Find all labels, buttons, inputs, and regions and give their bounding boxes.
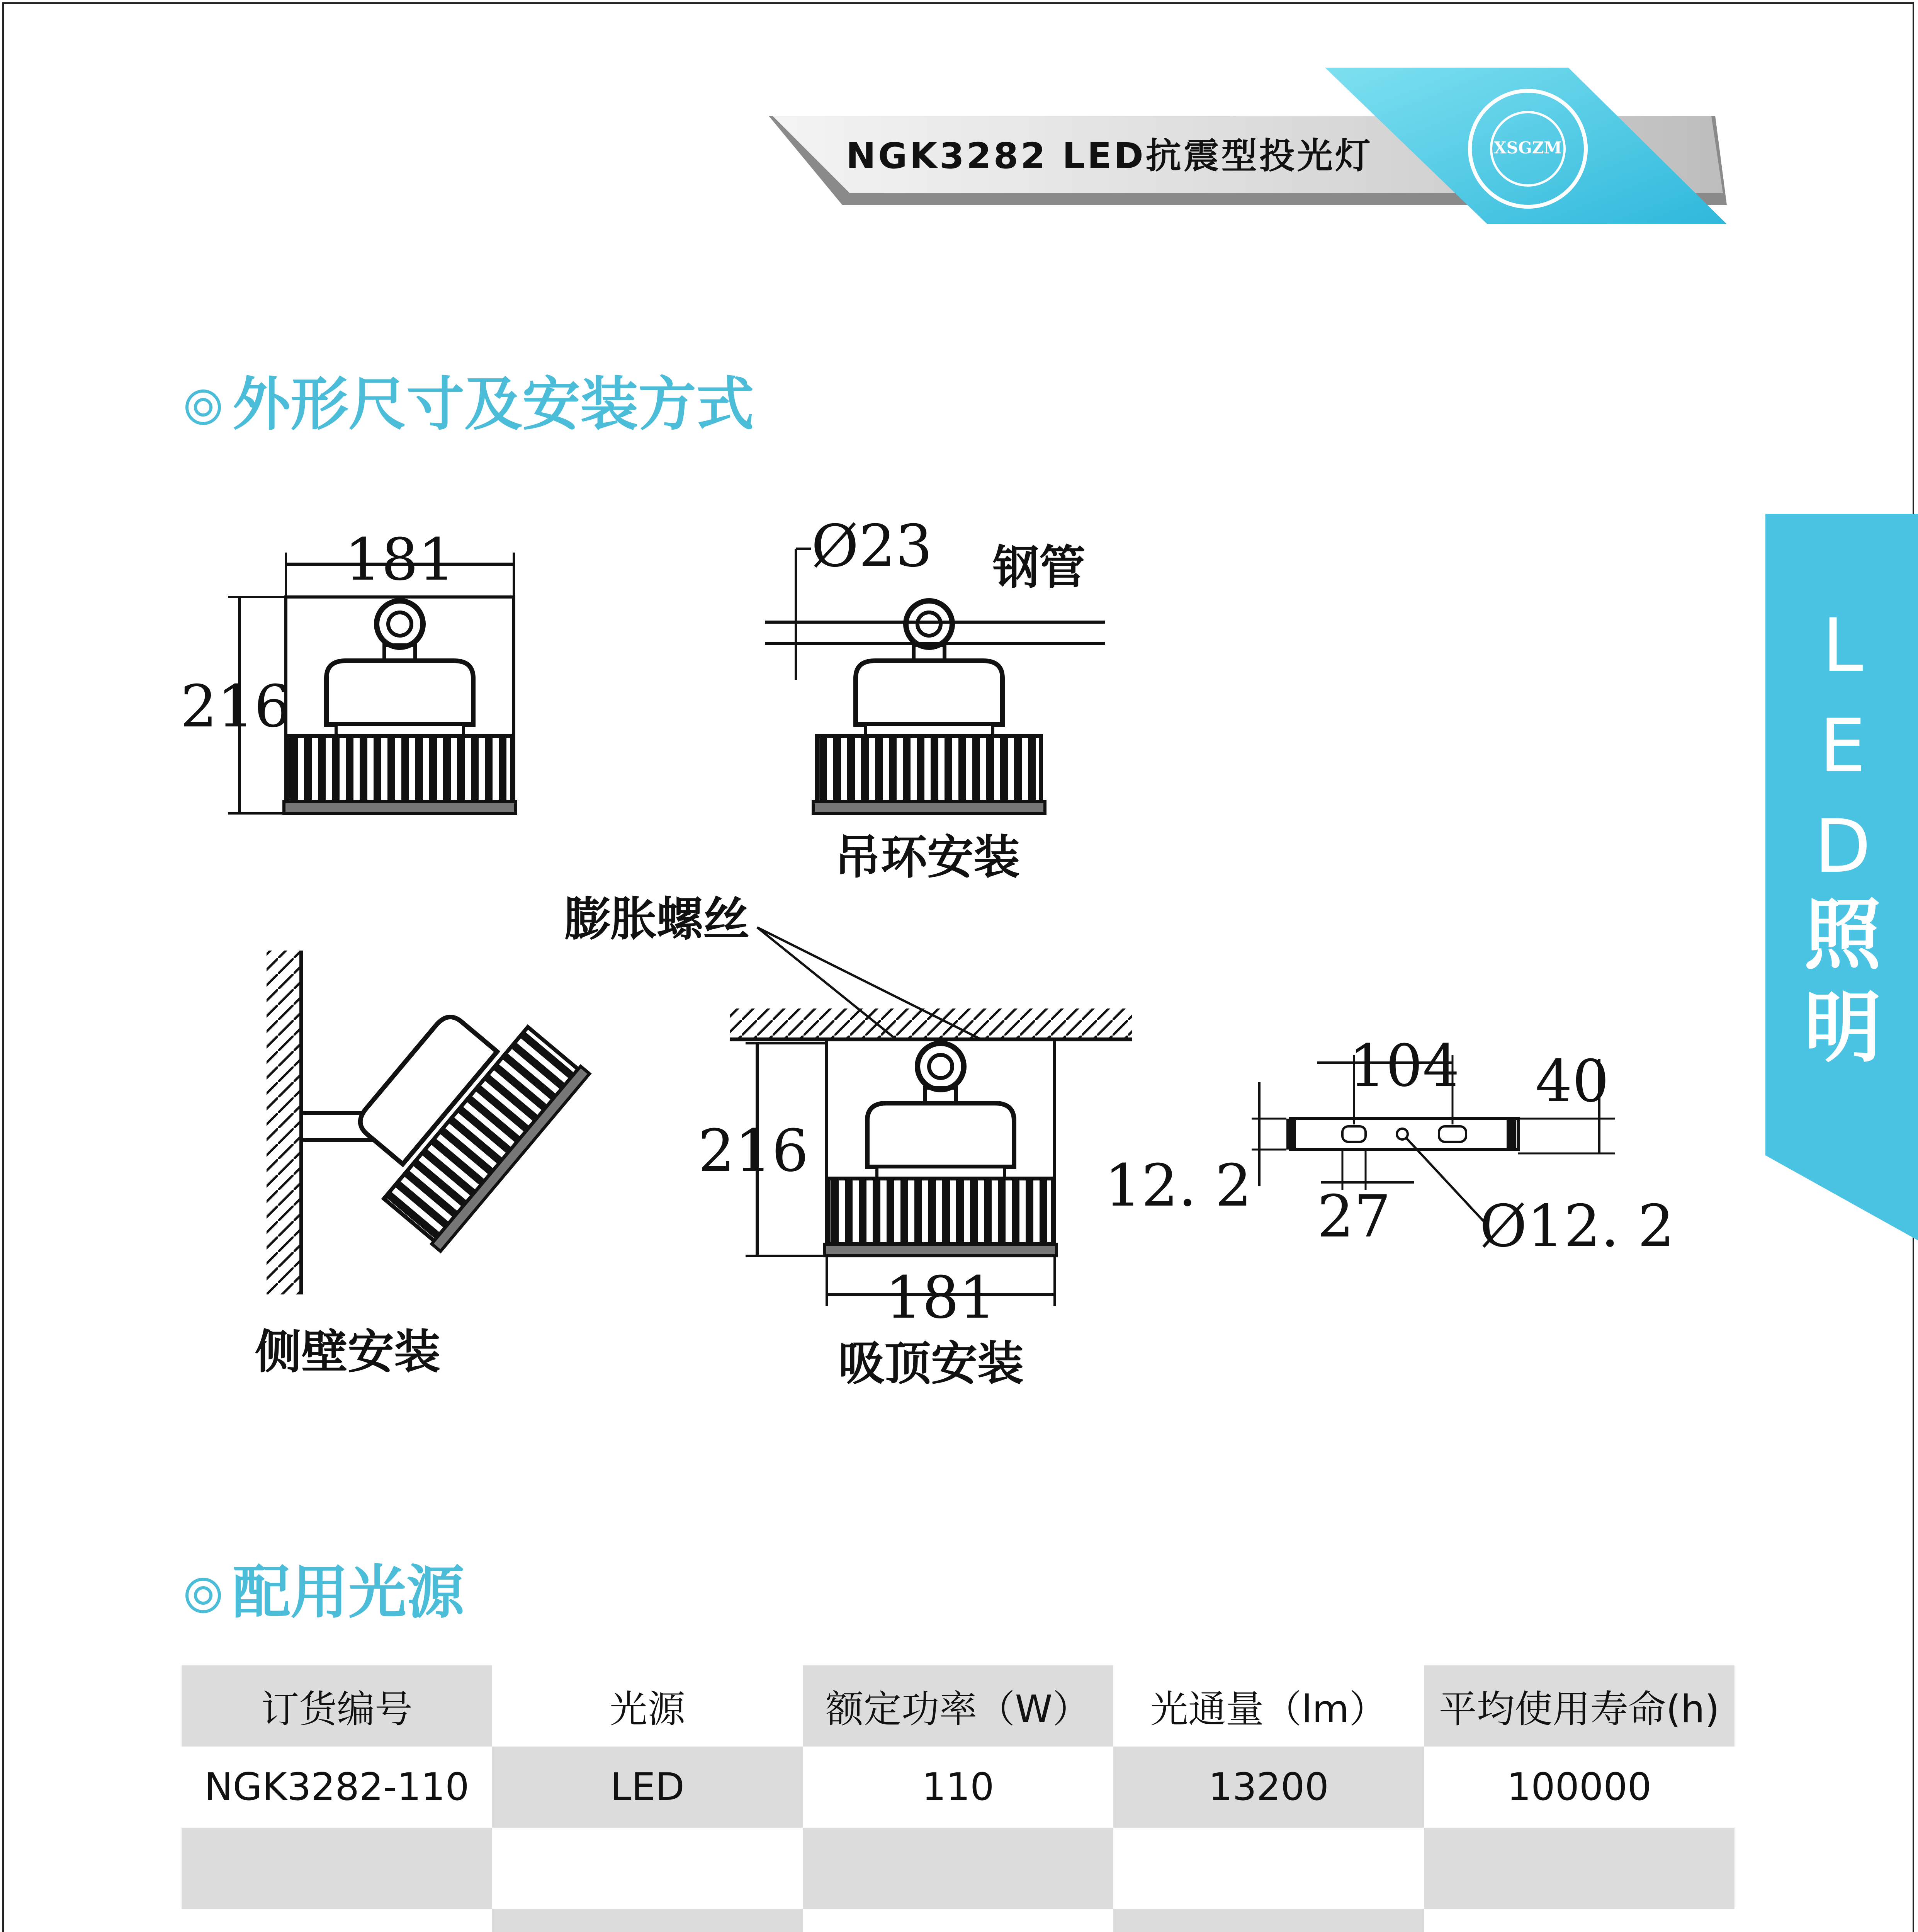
ring-mount-drawing [765,513,1105,884]
header-order-number: 订货编号 [182,1665,492,1747]
table-header-row [182,1665,1735,1747]
side-char-zhao: 照 [1804,890,1881,980]
bracket-width-label: 40 [1535,1048,1609,1115]
table-row-empty [182,1828,1735,1909]
side-char-ming: 明 [1804,983,1881,1073]
side-letter-l: L [1822,603,1863,688]
front-height-label: 216 [180,673,291,740]
light-source-table [182,1665,1735,1932]
cell-lifetime: 100000 [1424,1747,1735,1828]
section-title-light-source: 配用光源 [185,1546,464,1629]
front-width-label: 181 [344,526,455,594]
side-letter-d: D [1814,804,1871,889]
logo-text: XSGZM [1494,138,1562,157]
side-letter-e: E [1819,703,1866,789]
bracket-drawing [1104,1032,1674,1260]
header-light-source: 光源 [492,1665,803,1747]
header-title: NGK3282 LED抗震型投光灯 [846,135,1373,177]
bracket-slot-label: 27 [1317,1183,1391,1250]
cell-luminous-flux: 13200 [1113,1747,1424,1828]
header-luminous-flux: 光通量（lm） [1113,1665,1424,1747]
steel-pipe-label: 钢管 [993,541,1086,595]
wall-mount-drawing [255,951,590,1379]
header-lifetime: 平均使用寿命(h) [1424,1665,1735,1747]
cell-rated-power: 110 [803,1747,1113,1828]
header-rated-power: 额定功率（W） [803,1665,1113,1747]
cell-light-source: LED [492,1747,803,1828]
expansion-screw-label: 膨胀螺丝 [564,893,749,946]
ring-mount-label: 吊环安装 [834,831,1020,884]
pipe-diameter-label: Ø23 [811,513,933,580]
ceiling-width-label: 181 [885,1264,996,1332]
ceiling-mount-drawing [698,1009,1132,1391]
ceiling-mount-label: 吸顶安装 [838,1337,1024,1391]
section-title-dimensions: 外形尺寸及安装方式 [185,357,754,441]
table-row [182,1747,1735,1828]
bracket-length-label: 104 [1349,1032,1460,1100]
section-bullet-icon [185,1578,221,1613]
bracket-hole-label: Ø12. 2 [1480,1193,1675,1260]
bracket-thickness-label: 12. 2 [1104,1152,1252,1219]
wall-mount-label: 侧壁安装 [255,1325,440,1379]
cell-order-number: NGK3282-110 [182,1747,492,1828]
table-row-empty [182,1909,1735,1932]
front-view-drawing [180,526,516,813]
ceiling-height-label: 216 [698,1117,809,1185]
